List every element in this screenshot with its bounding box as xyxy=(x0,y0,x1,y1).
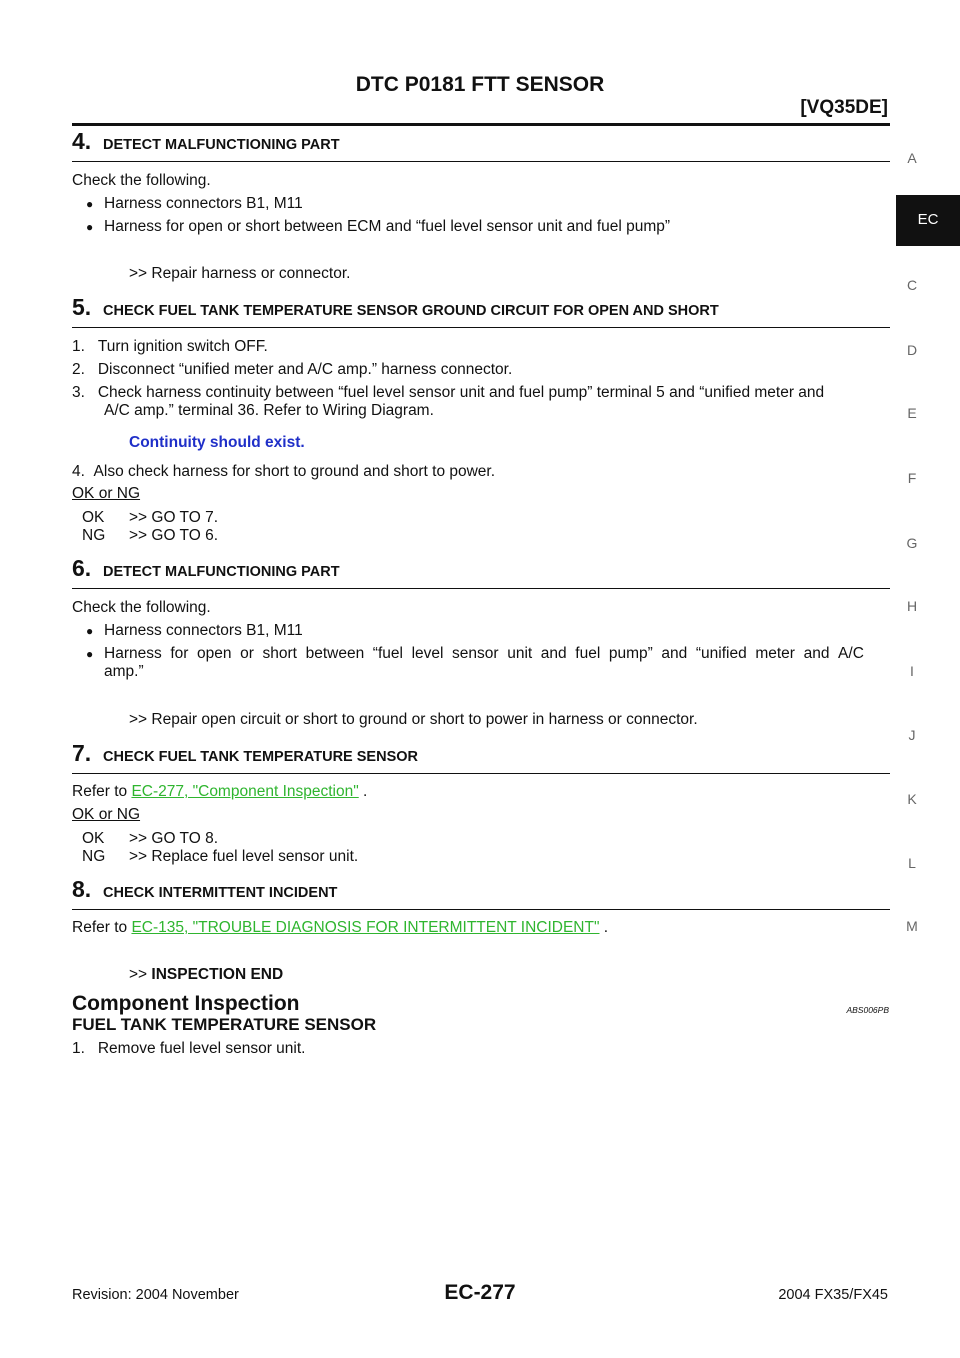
refer-suffix: . xyxy=(358,783,368,800)
section-title: CHECK FUEL TANK TEMPERATURE SENSOR xyxy=(103,749,418,765)
section-7-refer xyxy=(72,782,367,801)
side-index-l[interactable]: L xyxy=(908,855,916,871)
page-number: EC-277 xyxy=(444,1281,516,1304)
bullet-icon: ● xyxy=(86,647,94,661)
section-5-step-1: 1. Turn ignition switch OFF. xyxy=(72,338,268,355)
bullet-icon: ● xyxy=(86,220,94,234)
component-inspection-step-1: 1. Remove fuel level sensor unit. xyxy=(72,1040,306,1057)
section-number: 4. xyxy=(72,128,92,154)
component-inspection-ref-code: ABS006PB xyxy=(846,1005,889,1015)
intermittent-incident-link[interactable]: EC-135, "TROUBLE DIAGNOSIS FOR INTERMITTENT INCIDENT" xyxy=(131,919,600,936)
section-8-heading xyxy=(72,876,890,904)
side-index-m[interactable]: M xyxy=(906,918,918,934)
side-index-ec-label: EC xyxy=(917,211,939,228)
outcome-code: NG xyxy=(82,527,106,544)
section-title: CHECK FUEL TANK TEMPERATURE SENSOR GROUND CIRCUIT FOR OPEN AND SHORT xyxy=(103,303,719,319)
outcome-code: NG xyxy=(82,848,106,865)
outcome-action: >> GO TO 7. xyxy=(129,509,219,526)
section-rule xyxy=(72,909,890,910)
section-6-bullet-1: Harness connectors B1, M11 xyxy=(104,622,303,639)
section-6-result: >> Repair open circuit or short to ground or short to power in harness or connector. xyxy=(129,711,698,728)
revision-label: Revision: 2004 November xyxy=(72,1287,239,1303)
engine-model-label: [VQ35DE] xyxy=(800,97,888,118)
side-index-e[interactable]: E xyxy=(907,405,917,421)
section-number: 8. xyxy=(72,876,92,902)
component-inspection-subtitle: FUEL TANK TEMPERATURE SENSOR xyxy=(72,1015,377,1034)
component-inspection-link[interactable]: EC-277, "Component Inspection" xyxy=(131,783,359,800)
section-5-heading xyxy=(72,294,890,322)
section-5-step-4: 4. Also check harness for short to ground and short to power. xyxy=(72,463,496,480)
refer-prefix: Refer to xyxy=(72,919,132,936)
continuity-spec: Continuity should exist. xyxy=(129,434,305,451)
header-rule xyxy=(72,123,890,126)
section-rule xyxy=(72,588,890,589)
side-index-c[interactable]: C xyxy=(906,277,918,293)
section-title: DETECT MALFUNCTIONING PART xyxy=(103,564,340,580)
outcome-action: >> GO TO 8. xyxy=(129,830,219,847)
section-4-intro: Check the following. xyxy=(72,172,211,189)
section-5-step-3-cont: A/C amp.” terminal 36. Refer to Wiring Diagram. xyxy=(104,402,434,419)
section-4-heading xyxy=(72,128,890,156)
section-rule xyxy=(72,773,890,774)
side-index-g[interactable]: G xyxy=(906,535,918,551)
section-6-heading xyxy=(72,555,890,583)
section-title: DETECT MALFUNCTIONING PART xyxy=(103,137,340,153)
ok-ng-label: OK or NG xyxy=(72,485,141,502)
section-4-bullet-1: Harness connectors B1, M11 xyxy=(104,195,303,212)
outcome-code: OK xyxy=(82,509,105,526)
refer-suffix: . xyxy=(599,919,609,936)
section-8-result xyxy=(129,965,283,984)
bullet-icon: ● xyxy=(86,624,94,638)
inspection-end-label: INSPECTION END xyxy=(151,966,284,983)
vehicle-label: 2004 FX35/FX45 xyxy=(778,1287,888,1303)
section-6-bullet-2: Harness for open or short between “fuel level sensor unit and fuel pump” and “unified meter and A/C xyxy=(104,645,864,662)
section-7-heading xyxy=(72,740,890,768)
side-index-f[interactable]: F xyxy=(907,470,917,486)
page-title: DTC P0181 FTT SENSOR xyxy=(355,73,605,96)
section-number: 6. xyxy=(72,555,92,581)
outcome-code: OK xyxy=(82,830,105,847)
section-number: 7. xyxy=(72,740,92,766)
section-6-bullet-2-cont: amp.” xyxy=(104,663,144,680)
section-number: 5. xyxy=(72,294,92,320)
side-index-k[interactable]: K xyxy=(907,791,917,807)
section-6-intro: Check the following. xyxy=(72,599,211,616)
section-8-refer xyxy=(72,918,608,937)
section-4-result: >> Repair harness or connector. xyxy=(129,265,351,282)
side-index-h[interactable]: H xyxy=(906,598,918,614)
outcome-action: >> Replace fuel level sensor unit. xyxy=(129,848,359,865)
side-index-a[interactable]: A xyxy=(907,150,917,166)
section-rule xyxy=(72,161,890,162)
side-index-d[interactable]: D xyxy=(906,342,918,358)
component-inspection-title: Component Inspection xyxy=(72,992,300,1015)
side-index-ec-tab[interactable] xyxy=(896,195,960,246)
side-index-j[interactable]: J xyxy=(908,727,916,743)
refer-prefix: Refer to xyxy=(72,783,132,800)
section-title: CHECK INTERMITTENT INCIDENT xyxy=(103,885,338,901)
section-5-step-2: 2. Disconnect “unified meter and A/C amp.” harness connector. xyxy=(72,361,513,378)
section-5-step-3: 3. Check harness continuity between “fuel level sensor unit and fuel pump” terminal 5 and “unified meter and xyxy=(72,384,825,401)
result-prefix: >> xyxy=(129,966,152,983)
section-rule xyxy=(72,327,890,328)
outcome-action: >> GO TO 6. xyxy=(129,527,219,544)
bullet-icon: ● xyxy=(86,197,94,211)
ok-ng-label: OK or NG xyxy=(72,806,141,823)
side-index-i[interactable]: I xyxy=(910,663,914,679)
section-4-bullet-2: Harness for open or short between ECM and “fuel level sensor unit and fuel pump” xyxy=(104,218,671,235)
